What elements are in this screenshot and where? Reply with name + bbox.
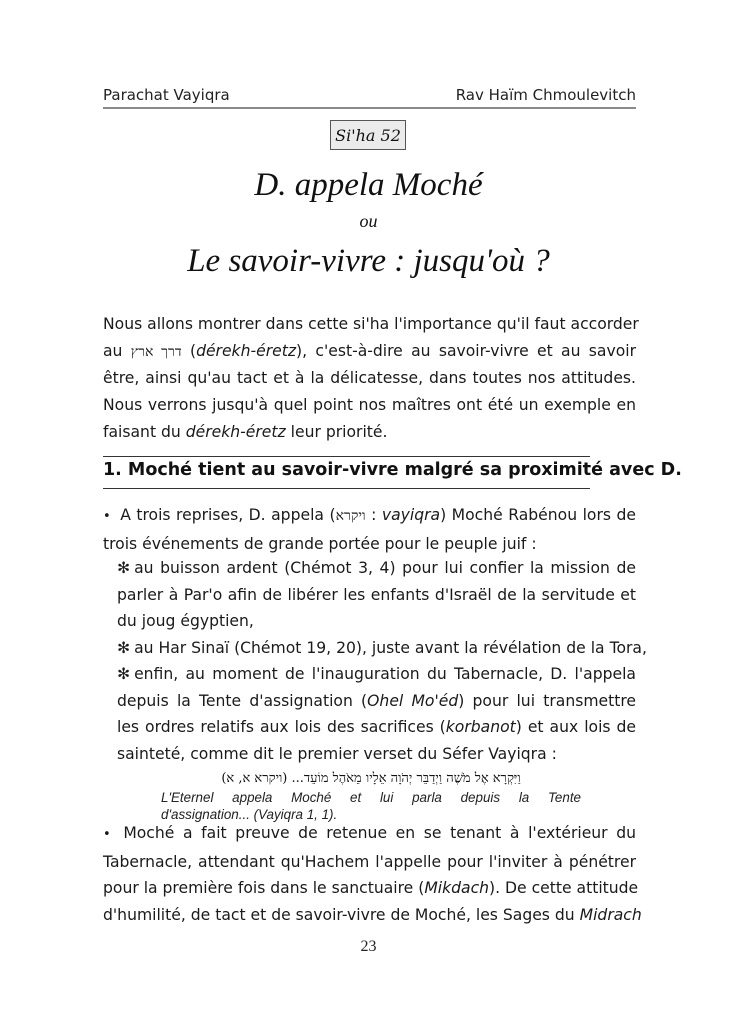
siha-label: Si'ha 52 — [335, 125, 401, 145]
bullet-paragraph-1 — [103, 502, 636, 557]
bullet-icon: • — [103, 827, 111, 842]
siha-label-box — [330, 120, 406, 150]
intro-line-4: Nous verrons jusqu'à quel point nos maîtres ont été un exemple en — [103, 396, 636, 415]
verse-translation: L'Eternel appela Moché et lui parla depuis la Tente d'assignation... (Vayiqra 1, 1). — [161, 790, 581, 822]
sub-item-2: ✻ au Har Sinaï (Chémot 19, 20), juste avant la révélation de la Tora, — [117, 639, 647, 657]
sub-item-3: ✻ enfin, au moment de l'inauguration du Tabernacle, D. l'appela depuis la Tente d'assignation (Ohel Mo'éd) pour lui transmettre les ordres relatifs aux lois des sacrifices (korbanot) et aux lois de sainteté, comme dit le premier verset du Séfer Vayiqra : — [117, 665, 637, 764]
header-rule — [103, 107, 636, 109]
hebrew-verse: וַיִּקְרָא אֶל מֹשֶׁה וַיְדַבֵּר יְהֹוָה אֵלָיו מֵאֹהֶל מוֹעֵד... (ויקרא א, א) — [221, 771, 521, 786]
intro-line-1: Nous allons montrer dans cette si'ha l'importance qu'il faut accorder — [103, 315, 639, 333]
title-connector: ou — [359, 211, 378, 231]
page-title: D. appela Moché — [254, 167, 483, 203]
bullet1-line-1: • A trois reprises, D. appela (ויקרא : vayiqra) Moché Rabénou lors de — [103, 506, 636, 524]
hebrew-vayiqra: ויקרא — [335, 508, 366, 524]
running-header — [103, 82, 636, 104]
asterisk-icon: ✻ — [117, 639, 131, 657]
intro-paragraph — [103, 311, 639, 446]
intro-line-3: être, ainsi qu'au tact et à la délicatesse, dans toutes nos attitudes. — [103, 369, 636, 388]
section-heading: 1. Moché tient au savoir-vivre malgré sa proximité avec D. — [103, 460, 682, 480]
bullet-paragraph-2: • Moché a fait preuve de retenue en se tenant à l'extérieur du Tabernacle, attendant qu'Hachem l'appelle pour l'inviter à pénétrer pour la première fois dans le sanctuaire (Mikdach). De cette attitude d'humilité, de tact et de savoir-vivre de Moché, les Sages du Midrach — [103, 824, 642, 925]
page-number: 23 — [360, 938, 377, 955]
bullet-icon: • — [103, 509, 111, 524]
term-transliteration: dérekh-éretz — [196, 341, 296, 360]
sub-item-1: ✻ au buisson ardent (Chémot 3, 4) pour lui confier la mission de parler à Par'o afin de libérer les enfants d'Israël de la servitude et du joug égyptien, — [117, 559, 636, 631]
header-parasha: Parachat Vayiqra — [103, 86, 230, 104]
section-rule-bottom — [103, 488, 590, 489]
page-subtitle: Le savoir-vivre : jusqu'où ? — [187, 243, 550, 279]
hebrew-term: דרך ארץ — [130, 343, 182, 360]
intro-line-2: au דרך ארץ (dérekh-éretz), c'est-à-dire au savoir-vivre et au savoir — [103, 341, 637, 360]
bullet1-line-2: trois événements de grande portée pour le peuple juif : — [103, 534, 537, 553]
intro-line-5: faisant du dérekh-éretz leur priorité. — [103, 422, 388, 441]
section-rule-top — [103, 456, 590, 457]
header-author: Rav Haïm Chmoulevitch — [455, 86, 636, 104]
asterisk-icon: ✻ — [117, 665, 131, 683]
asterisk-icon: ✻ — [117, 559, 131, 577]
